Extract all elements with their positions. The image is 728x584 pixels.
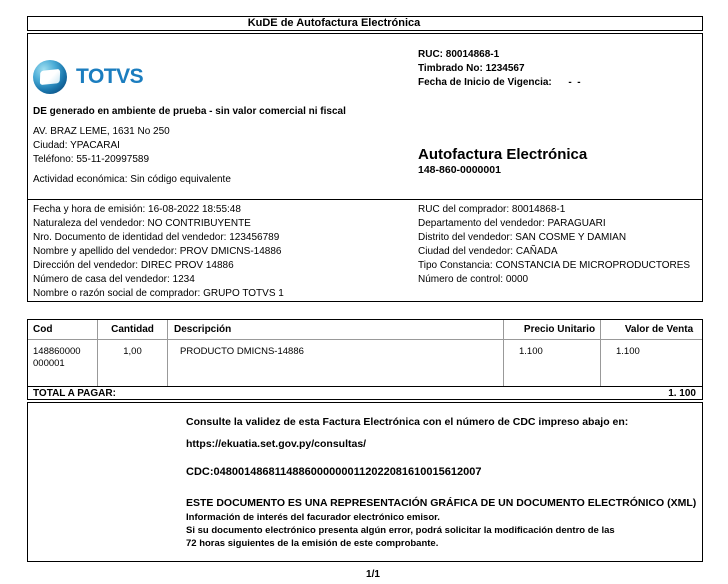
detail-line: Nombre y apellido del vendedor: PROV DMICNS-14886 [33,246,282,257]
document-type-heading: Autofactura Electrónica [418,146,588,163]
col-header-descripcion: Descripción [168,320,504,339]
cdc-number: CDC:04800148681148860000000112022081610015612007 [186,466,482,478]
timbrado-line: Timbrado No: 1234567 [418,63,525,74]
total-row [28,386,702,399]
cell-cod: 148860000 000001 [28,340,98,386]
table-row [28,340,702,386]
totvs-sphere-inner-shape [40,69,60,85]
ekuatia-url: https://ekuatia.set.gov.py/consultas/ [186,438,367,450]
document-number: 148-860-0000001 [418,164,501,176]
document-title-bar [27,16,703,31]
col-header-precio-unitario: Precio Unitario [504,320,601,339]
items-table-header-row [28,320,702,340]
cell-precio-unitario: 1.100 [504,340,601,386]
detail-line: Tipo Constancia: CONSTANCIA DE MICROPRODUCTORES [418,260,691,271]
page-number: 1/1 [366,569,380,580]
col-header-cantidad: Cantidad [98,320,168,339]
cell-descripcion: PRODUCTO DMICNS-14886 [168,340,504,386]
totvs-sphere-icon [33,60,67,94]
header-box [27,33,703,302]
totvs-logo [33,60,143,94]
document-title: KuDE de Autofactura Electrónica [247,17,421,29]
header-divider [27,199,703,200]
col-header-cod: Cod [28,320,98,339]
cell-cantidad: 1,00 [98,340,168,386]
detail-line: Distrito del vendedor: SAN COSME Y DAMIAN [418,232,627,243]
details-left-column [33,203,284,301]
ruc-line: RUC: 80014868-1 [418,49,500,60]
detail-line: Departamento del vendedor: PARAGUARI [418,218,606,229]
totvs-wordmark: TOTVS [76,65,144,88]
detail-line: Número de control: 0000 [418,274,529,285]
city-line: Ciudad: YPACARAI [33,140,120,151]
detail-line: Naturaleza del vendedor: NO CONTRIBUYENTE [33,218,251,229]
cell-valor-venta: 1.100 [616,346,640,357]
test-environment-notice: DE generado en ambiente de prueba - sin valor comercial ni fiscal [33,106,346,117]
xml-representation-notice: ESTE DOCUMENTO ES UNA REPRESENTACIÓN GRÁFICA DE UN DOCUMENTO ELECTRÓNICO (XML) [186,497,697,509]
details-right-column [418,203,690,287]
detail-line: RUC del comprador: 80014868-1 [418,204,566,215]
detail-line: Nombre o razón social de comprador: GRUPO TOTVS 1 [33,288,284,299]
issuer-info-line-2: Si su documento electrónico presenta algún error, podrá solicitar la modificación dentro de las [186,525,615,536]
issuer-info-line-3: 72 horas siguientes de la emisión de este comprobante. [186,538,439,549]
total-label: TOTAL A PAGAR: [33,387,116,399]
items-table [27,319,703,400]
issuer-fiscal-block [418,48,581,90]
detail-line: Número de casa del vendedor: 1234 [33,274,195,285]
issuer-address-block [33,125,170,167]
detail-line: Fecha y hora de emisión: 16-08-2022 18:55:48 [33,204,241,215]
detail-line: Dirección del vendedor: DIREC PROV 14886 [33,260,234,271]
consult-validity-line: Consulte la validez de esta Factura Electrónica con el número de CDC impreso abajo en: [186,416,629,428]
vigencia-line: Fecha de Inicio de Vigencia: - - [418,77,581,88]
cdc-info-box [27,402,703,562]
total-value: 1. 100 [668,387,696,399]
economic-activity-line: Actividad económica: Sin código equivalente [33,174,231,185]
address-line: AV. BRAZ LEME, 1631 No 250 [33,126,170,137]
issuer-info-line-1: Información de interés del facurador electrónico emisor. [186,512,440,523]
col-header-valor-venta: Valor de Venta [624,324,694,335]
detail-line: Nro. Documento de identidad del vendedor: 123456789 [33,232,280,243]
phone-line: Teléfono: 55-11-20997589 [33,154,150,165]
detail-line: Ciudad del vendedor: CAÑADA [418,246,558,257]
